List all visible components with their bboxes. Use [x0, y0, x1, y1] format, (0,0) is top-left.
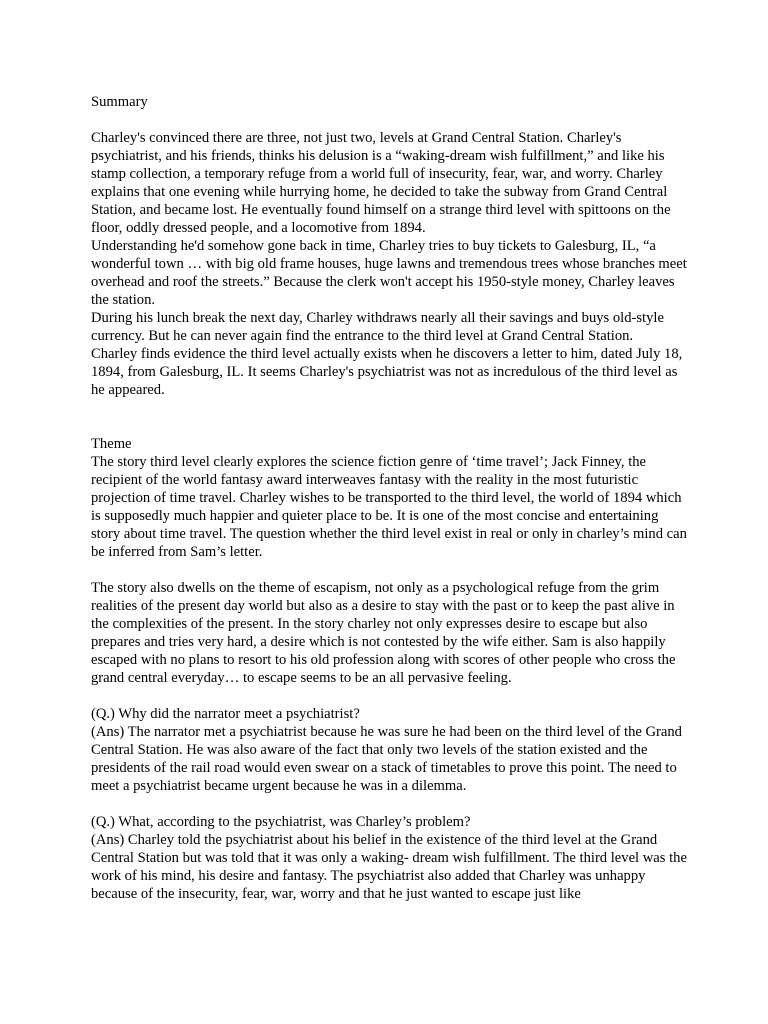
- document-page: [91, 93, 691, 903]
- theme-heading: Theme: [91, 436, 132, 452]
- spacer: [91, 561, 691, 579]
- spacer: [91, 111, 691, 129]
- question-2: (Q.) What, according to the psychiatrist, was Charley’s problem?: [91, 814, 471, 830]
- question-1: (Q.) Why did the narrator meet a psychiatrist?: [91, 706, 360, 722]
- answer-2: (Ans) Charley told the psychiatrist about his belief in the existence of the third level at the Grand Central Station but was told that it was only a waking- dream wish fulfillment. The third level was the work of his mind, his desire and fantasy. The psychiatrist also added that Charley was unhappy because of the insecurity, fear, war, worry and that he just wanted to escape just like: [91, 832, 687, 902]
- summary-paragraph-3: During his lunch break the next day, Charley withdraws nearly all their savings and buys old-style currency. But he can never again find the entrance to the third level at Grand Central Station.: [91, 310, 664, 344]
- spacer: [91, 795, 691, 813]
- spacer: [91, 687, 691, 705]
- answer-1: (Ans) The narrator met a psychiatrist because he was sure he had been on the third level of the Grand Central Station. He was also aware of the fact that only two levels of the station existed and the presidents of the rail road would even swear on a stack of timetables to prove this point. The need to meet a psychiatrist became urgent because he was in a dilemma.: [91, 724, 682, 794]
- summary-paragraph-1: Charley's convinced there are three, not just two, levels at Grand Central Station. Charley's psychiatrist, and his friends, thinks his delusion is a “waking-dream wish fulfillment,” and like his stamp collection, a temporary refuge from a world full of insecurity, fear, war, and worry. Charley explains that one evening while hurrying home, he decided to take the subway from Grand Central Station, and became lost. He eventually found himself on a strange third level with spittoons on the floor, oddly dressed people, and a locomotive from 1894.: [91, 130, 671, 236]
- theme-paragraph-1: The story third level clearly explores the science fiction genre of ‘time travel’; Jack Finney, the recipient of the world fantasy award interweaves fantasy with the reality in the most futuristic projection of time travel. Charley wishes to be transported to the third level, the world of 1894 which is supposedly much happier and quieter place to be. It is one of the most concise and entertaining story about time travel. The question whether the third level exist in real or only in charley’s mind can be inferred from Sam’s letter.: [91, 454, 687, 560]
- theme-paragraph-2: The story also dwells on the theme of escapism, not only as a psychological refuge from the grim realities of the present day world but also as a desire to stay with the past or to keep the past alive in the complexities of the present. In the story charley not only expresses desire to escape but also prepares and tries very hard, a desire which is not contested by the wife either. Sam is also happily escaped with no plans to resort to his old profession along with scores of other people who cross the grand central everyday… to escape seems to be an all pervasive feeling.: [91, 580, 676, 686]
- spacer: [91, 399, 691, 435]
- summary-paragraph-2: Understanding he'd somehow gone back in time, Charley tries to buy tickets to Galesburg, IL, “a wonderful town … with big old frame houses, huge lawns and tremendous trees whose branches meet overhead and roof the streets.” Because the clerk won't accept his 1950-style money, Charley leaves the station.: [91, 238, 687, 308]
- summary-paragraph-4: Charley finds evidence the third level actually exists when he discovers a letter to him, dated July 18, 1894, from Galesburg, IL. It seems Charley's psychiatrist was not as incredulous of the third level as he appeared.: [91, 346, 683, 398]
- summary-heading: Summary: [91, 94, 148, 110]
